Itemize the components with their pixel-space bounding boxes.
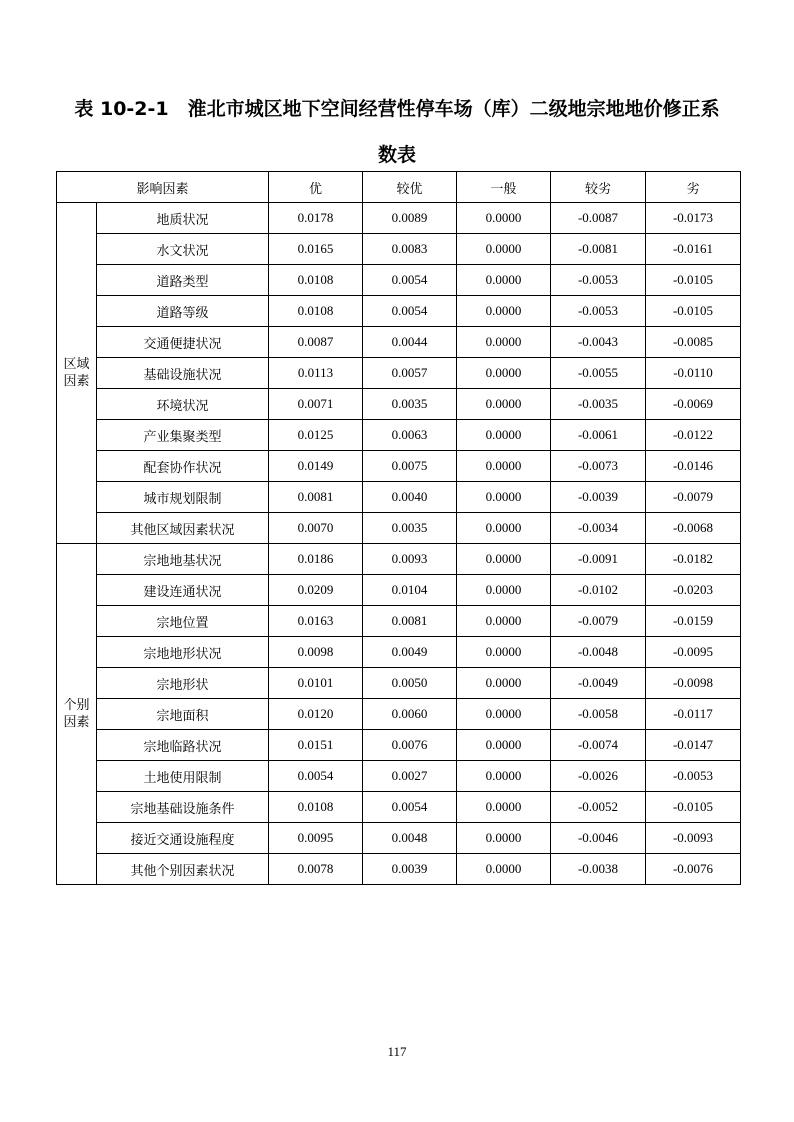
group-label-line: 个别 xyxy=(63,698,90,713)
value-cell: -0.0161 xyxy=(646,234,741,265)
table-row xyxy=(57,854,741,885)
value-cell: -0.0203 xyxy=(646,575,741,606)
value-cell: -0.0055 xyxy=(551,358,646,389)
group-label xyxy=(57,203,97,544)
group-label-line: 因素 xyxy=(63,374,90,389)
value-cell: 0.0108 xyxy=(269,792,363,823)
value-cell: -0.0105 xyxy=(646,792,741,823)
value-cell: 0.0078 xyxy=(269,854,363,885)
value-cell: 0.0209 xyxy=(269,575,363,606)
value-cell: -0.0087 xyxy=(551,203,646,234)
value-cell: -0.0081 xyxy=(551,234,646,265)
table-body xyxy=(57,203,741,885)
value-cell: 0.0000 xyxy=(457,327,551,358)
value-cell: 0.0035 xyxy=(363,513,457,544)
value-cell: -0.0053 xyxy=(646,761,741,792)
value-cell: -0.0085 xyxy=(646,327,741,358)
value-cell: 0.0000 xyxy=(457,544,551,575)
factor-cell: 接近交通设施程度 xyxy=(97,823,269,854)
value-cell: -0.0068 xyxy=(646,513,741,544)
value-cell: 0.0000 xyxy=(457,389,551,420)
value-cell: 0.0081 xyxy=(363,606,457,637)
value-cell: -0.0079 xyxy=(551,606,646,637)
value-cell: -0.0079 xyxy=(646,482,741,513)
table-title-continuation: 数表 xyxy=(377,144,416,166)
value-cell: -0.0095 xyxy=(646,637,741,668)
table-row xyxy=(57,513,741,544)
factor-cell: 宗地地基状况 xyxy=(97,544,269,575)
value-cell: -0.0039 xyxy=(551,482,646,513)
value-cell: 0.0049 xyxy=(363,637,457,668)
table-title: 表 10-2-1 淮北市城区地下空间经营性停车场（库）二级地宗地地价修正系 xyxy=(74,98,720,120)
table-row xyxy=(57,265,741,296)
value-cell: -0.0053 xyxy=(551,296,646,327)
value-cell: 0.0076 xyxy=(363,730,457,761)
value-cell: 0.0000 xyxy=(457,513,551,544)
factor-cell: 其他区域因素状况 xyxy=(97,513,269,544)
value-cell: -0.0098 xyxy=(646,668,741,699)
value-cell: 0.0165 xyxy=(269,234,363,265)
value-cell: 0.0113 xyxy=(269,358,363,389)
value-cell: 0.0000 xyxy=(457,854,551,885)
value-cell: -0.0043 xyxy=(551,327,646,358)
value-cell: 0.0108 xyxy=(269,265,363,296)
value-cell: -0.0073 xyxy=(551,451,646,482)
value-cell: 0.0083 xyxy=(363,234,457,265)
correction-coefficient-table xyxy=(56,171,741,885)
factor-cell: 宗地地形状况 xyxy=(97,637,269,668)
table-row xyxy=(57,327,741,358)
value-cell: -0.0093 xyxy=(646,823,741,854)
value-cell: -0.0110 xyxy=(646,358,741,389)
value-cell: 0.0000 xyxy=(457,296,551,327)
value-cell: 0.0000 xyxy=(457,792,551,823)
value-cell: -0.0034 xyxy=(551,513,646,544)
table-row xyxy=(57,637,741,668)
value-cell: -0.0076 xyxy=(646,854,741,885)
table-row xyxy=(57,668,741,699)
table-row xyxy=(57,792,741,823)
value-cell: 0.0108 xyxy=(269,296,363,327)
value-cell: 0.0054 xyxy=(363,296,457,327)
factor-cell: 水文状况 xyxy=(97,234,269,265)
value-cell: 0.0000 xyxy=(457,730,551,761)
factor-cell: 宗地形状 xyxy=(97,668,269,699)
value-cell: 0.0087 xyxy=(269,327,363,358)
value-cell: -0.0159 xyxy=(646,606,741,637)
factor-cell: 环境状况 xyxy=(97,389,269,420)
value-cell: 0.0186 xyxy=(269,544,363,575)
table-row xyxy=(57,575,741,606)
header-cell-good: 较优 xyxy=(363,172,457,203)
header-cell-factor: 影响因素 xyxy=(57,172,269,203)
value-cell: 0.0075 xyxy=(363,451,457,482)
table-row xyxy=(57,358,741,389)
value-cell: 0.0000 xyxy=(457,699,551,730)
table-row xyxy=(57,730,741,761)
factor-cell: 宗地面积 xyxy=(97,699,269,730)
group-label xyxy=(57,544,97,885)
group-label-line: 因素 xyxy=(63,715,90,730)
factor-cell: 宗地基础设施条件 xyxy=(97,792,269,823)
value-cell: 0.0063 xyxy=(363,420,457,451)
factor-cell: 道路等级 xyxy=(97,296,269,327)
value-cell: 0.0104 xyxy=(363,575,457,606)
value-cell: -0.0035 xyxy=(551,389,646,420)
factor-cell: 其他个别因素状况 xyxy=(97,854,269,885)
value-cell: -0.0048 xyxy=(551,637,646,668)
value-cell: 0.0054 xyxy=(269,761,363,792)
value-cell: -0.0026 xyxy=(551,761,646,792)
value-cell: -0.0105 xyxy=(646,265,741,296)
factor-cell: 宗地位置 xyxy=(97,606,269,637)
factor-cell: 城市规划限制 xyxy=(97,482,269,513)
value-cell: 0.0151 xyxy=(269,730,363,761)
table-row xyxy=(57,699,741,730)
factor-cell: 土地使用限制 xyxy=(97,761,269,792)
value-cell: 0.0057 xyxy=(363,358,457,389)
table-row xyxy=(57,203,741,234)
value-cell: 0.0163 xyxy=(269,606,363,637)
value-cell: 0.0070 xyxy=(269,513,363,544)
value-cell: 0.0048 xyxy=(363,823,457,854)
header-cell-bad: 劣 xyxy=(646,172,741,203)
value-cell: -0.0147 xyxy=(646,730,741,761)
value-cell: 0.0054 xyxy=(363,265,457,296)
value-cell: 0.0000 xyxy=(457,575,551,606)
value-cell: 0.0035 xyxy=(363,389,457,420)
factor-cell: 宗地临路状况 xyxy=(97,730,269,761)
value-cell: -0.0091 xyxy=(551,544,646,575)
value-cell: -0.0049 xyxy=(551,668,646,699)
page-number: 117 xyxy=(387,1044,407,1059)
value-cell: 0.0050 xyxy=(363,668,457,699)
value-cell: 0.0060 xyxy=(363,699,457,730)
value-cell: 0.0125 xyxy=(269,420,363,451)
value-cell: 0.0027 xyxy=(363,761,457,792)
value-cell: 0.0000 xyxy=(457,234,551,265)
value-cell: -0.0074 xyxy=(551,730,646,761)
value-cell: -0.0046 xyxy=(551,823,646,854)
value-cell: 0.0000 xyxy=(457,668,551,699)
value-cell: 0.0044 xyxy=(363,327,457,358)
value-cell: 0.0000 xyxy=(457,420,551,451)
header-cell-poor: 较劣 xyxy=(551,172,646,203)
table-row xyxy=(57,823,741,854)
value-cell: -0.0069 xyxy=(646,389,741,420)
factor-cell: 基础设施状况 xyxy=(97,358,269,389)
value-cell: 0.0093 xyxy=(363,544,457,575)
table-row xyxy=(57,482,741,513)
header-cell-excellent: 优 xyxy=(269,172,363,203)
value-cell: -0.0061 xyxy=(551,420,646,451)
value-cell: 0.0000 xyxy=(457,265,551,296)
value-cell: -0.0182 xyxy=(646,544,741,575)
value-cell: -0.0122 xyxy=(646,420,741,451)
value-cell: 0.0178 xyxy=(269,203,363,234)
value-cell: 0.0081 xyxy=(269,482,363,513)
group-label-line: 区域 xyxy=(63,357,90,372)
value-cell: 0.0089 xyxy=(363,203,457,234)
value-cell: -0.0038 xyxy=(551,854,646,885)
value-cell: 0.0040 xyxy=(363,482,457,513)
factor-cell: 建设连通状况 xyxy=(97,575,269,606)
value-cell: 0.0000 xyxy=(457,637,551,668)
table-row xyxy=(57,234,741,265)
value-cell: -0.0146 xyxy=(646,451,741,482)
value-cell: 0.0095 xyxy=(269,823,363,854)
table-row xyxy=(57,296,741,327)
value-cell: -0.0053 xyxy=(551,265,646,296)
header-cell-average: 一般 xyxy=(457,172,551,203)
table-row xyxy=(57,761,741,792)
factor-cell: 交通便捷状况 xyxy=(97,327,269,358)
value-cell: 0.0000 xyxy=(457,823,551,854)
table-row xyxy=(57,451,741,482)
table-row xyxy=(57,544,741,575)
value-cell: 0.0000 xyxy=(457,606,551,637)
value-cell: -0.0052 xyxy=(551,792,646,823)
value-cell: 0.0149 xyxy=(269,451,363,482)
factor-cell: 产业集聚类型 xyxy=(97,420,269,451)
value-cell: 0.0000 xyxy=(457,761,551,792)
value-cell: 0.0000 xyxy=(457,358,551,389)
value-cell: -0.0058 xyxy=(551,699,646,730)
factor-cell: 地质状况 xyxy=(97,203,269,234)
value-cell: 0.0039 xyxy=(363,854,457,885)
header-row xyxy=(57,172,741,203)
value-cell: -0.0105 xyxy=(646,296,741,327)
value-cell: 0.0101 xyxy=(269,668,363,699)
table-row xyxy=(57,420,741,451)
value-cell: -0.0102 xyxy=(551,575,646,606)
value-cell: 0.0071 xyxy=(269,389,363,420)
value-cell: 0.0120 xyxy=(269,699,363,730)
factor-cell: 道路类型 xyxy=(97,265,269,296)
value-cell: 0.0098 xyxy=(269,637,363,668)
value-cell: 0.0000 xyxy=(457,451,551,482)
value-cell: 0.0000 xyxy=(457,482,551,513)
value-cell: -0.0173 xyxy=(646,203,741,234)
table-row xyxy=(57,606,741,637)
value-cell: -0.0117 xyxy=(646,699,741,730)
value-cell: 0.0000 xyxy=(457,203,551,234)
table-row xyxy=(57,389,741,420)
value-cell: 0.0054 xyxy=(363,792,457,823)
factor-cell: 配套协作状况 xyxy=(97,451,269,482)
